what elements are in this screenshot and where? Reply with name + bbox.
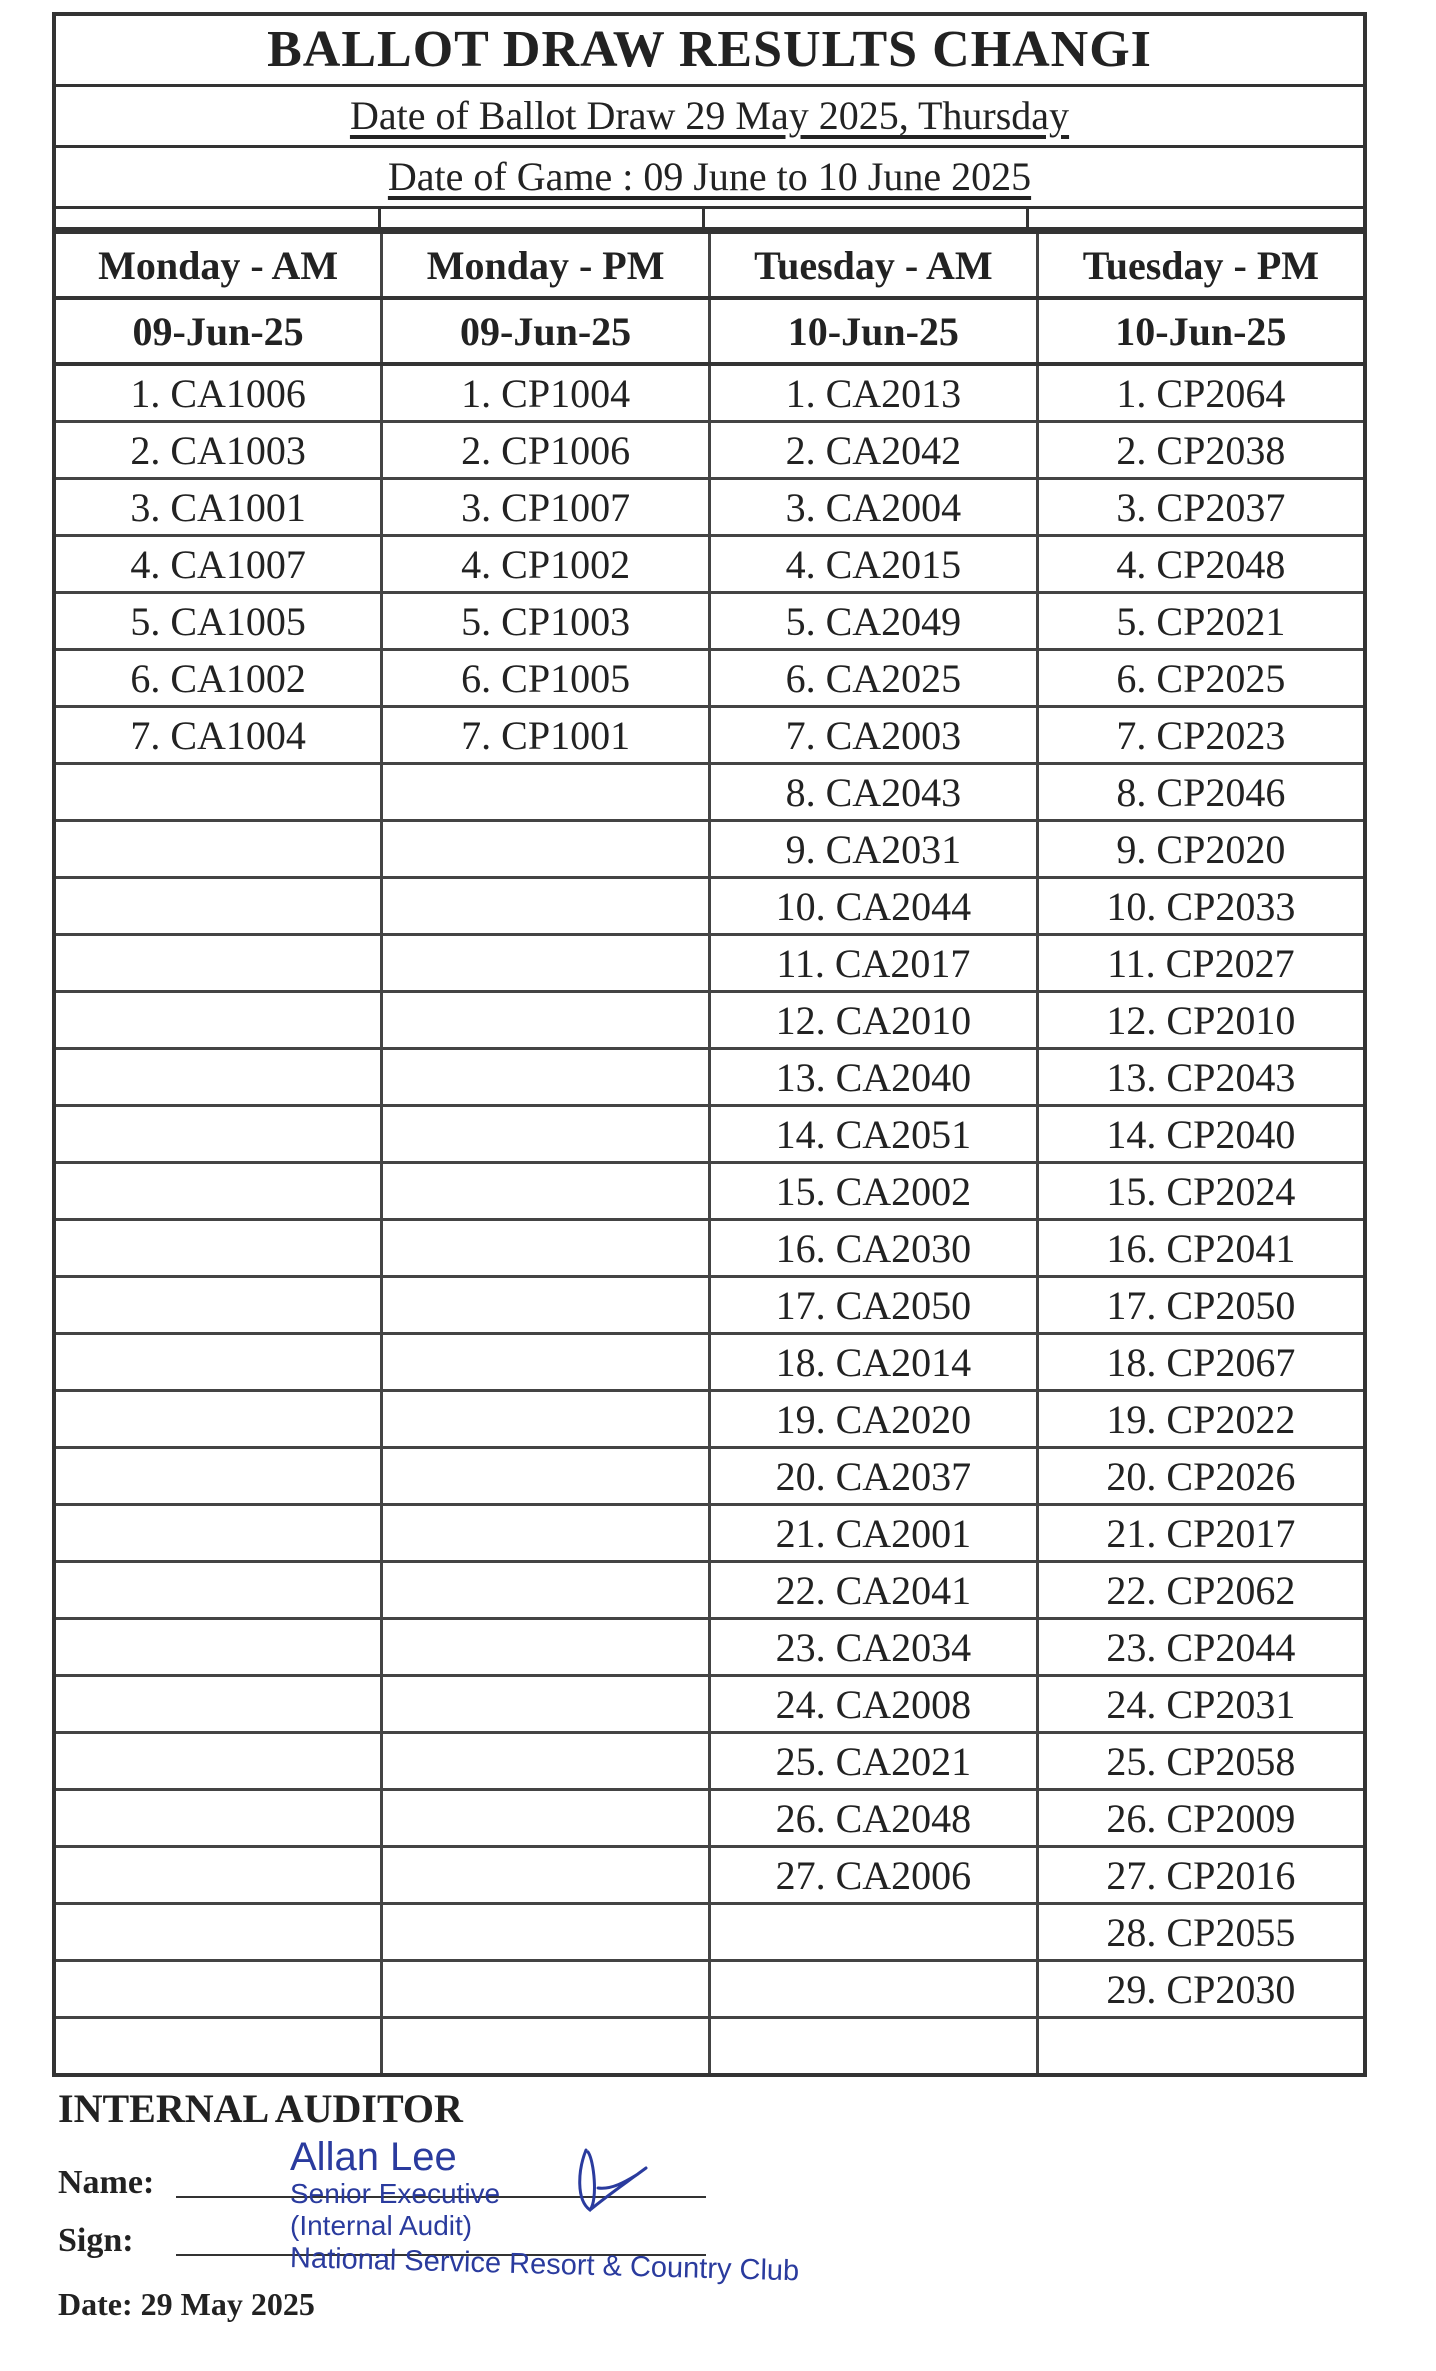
table-cell bbox=[54, 1790, 382, 1847]
table-row bbox=[54, 364, 1365, 422]
results-body bbox=[54, 364, 1365, 2075]
draw-date-row bbox=[56, 87, 1363, 148]
column-header: Monday - PM bbox=[382, 232, 710, 298]
table-cell: 11. CP2027 bbox=[1037, 935, 1365, 992]
table-cell bbox=[382, 1904, 710, 1961]
table-cell: 19. CA2020 bbox=[710, 1391, 1038, 1448]
table-cell bbox=[54, 1505, 382, 1562]
table-row bbox=[54, 536, 1365, 593]
column-date: 09-Jun-25 bbox=[54, 298, 382, 364]
table-cell bbox=[1037, 2018, 1365, 2076]
table-cell: 26. CP2009 bbox=[1037, 1790, 1365, 1847]
table-cell: 1. CP2064 bbox=[1037, 364, 1365, 422]
table-cell: 4. CP2048 bbox=[1037, 536, 1365, 593]
table-cell: 1. CA1006 bbox=[54, 364, 382, 422]
table-row bbox=[54, 1448, 1365, 1505]
table-cell: 22. CA2041 bbox=[710, 1562, 1038, 1619]
table-row bbox=[54, 1106, 1365, 1163]
session-header-row bbox=[54, 232, 1365, 298]
table-cell: 6. CP2025 bbox=[1037, 650, 1365, 707]
table-cell: 5. CP2021 bbox=[1037, 593, 1365, 650]
table-row bbox=[54, 1847, 1365, 1904]
table-row bbox=[54, 479, 1365, 536]
table-cell bbox=[54, 1334, 382, 1391]
table-cell: 23. CA2034 bbox=[710, 1619, 1038, 1676]
table-cell bbox=[382, 1562, 710, 1619]
table-row bbox=[54, 1562, 1365, 1619]
table-cell: 8. CA2043 bbox=[710, 764, 1038, 821]
table-cell: 22. CP2062 bbox=[1037, 1562, 1365, 1619]
table-cell: 20. CA2037 bbox=[710, 1448, 1038, 1505]
table-cell: 25. CP2058 bbox=[1037, 1733, 1365, 1790]
table-row bbox=[54, 422, 1365, 479]
table-cell bbox=[382, 1220, 710, 1277]
table-cell bbox=[382, 1847, 710, 1904]
table-cell bbox=[382, 821, 710, 878]
table-cell: 10. CA2044 bbox=[710, 878, 1038, 935]
table-row bbox=[54, 1619, 1365, 1676]
table-row bbox=[54, 707, 1365, 764]
table-cell: 11. CA2017 bbox=[710, 935, 1038, 992]
table-cell: 21. CA2001 bbox=[710, 1505, 1038, 1562]
column-header: Tuesday - PM bbox=[1037, 232, 1365, 298]
table-row bbox=[54, 1676, 1365, 1733]
table-cell: 12. CA2010 bbox=[710, 992, 1038, 1049]
table-row bbox=[54, 1733, 1365, 1790]
table-row bbox=[54, 1961, 1365, 2018]
table-cell bbox=[54, 1619, 382, 1676]
table-cell: 12. CP2010 bbox=[1037, 992, 1365, 1049]
table-cell: 29. CP2030 bbox=[1037, 1961, 1365, 2018]
table-row bbox=[54, 1505, 1365, 1562]
table-cell: 17. CA2050 bbox=[710, 1277, 1038, 1334]
table-cell: 3. CA1001 bbox=[54, 479, 382, 536]
table-cell bbox=[382, 1391, 710, 1448]
table-cell: 27. CP2016 bbox=[1037, 1847, 1365, 1904]
table-cell: 20. CP2026 bbox=[1037, 1448, 1365, 1505]
stamp-org: National Service Resort & Country Club bbox=[289, 2242, 800, 2288]
table-cell bbox=[382, 1334, 710, 1391]
table-cell bbox=[382, 1676, 710, 1733]
table-cell: 14. CA2051 bbox=[710, 1106, 1038, 1163]
column-header: Monday - AM bbox=[54, 232, 382, 298]
table-cell bbox=[710, 2018, 1038, 2076]
table-cell: 7. CA2003 bbox=[710, 707, 1038, 764]
auditor-heading: INTERNAL AUDITOR bbox=[58, 2086, 463, 2131]
table-cell bbox=[54, 935, 382, 992]
table-cell: 5. CA2049 bbox=[710, 593, 1038, 650]
stamp-name: Allan Lee bbox=[290, 2135, 457, 2179]
table-cell: 3. CP2037 bbox=[1037, 479, 1365, 536]
table-row bbox=[54, 992, 1365, 1049]
table-row bbox=[54, 650, 1365, 707]
table-cell bbox=[54, 1676, 382, 1733]
table-cell bbox=[382, 2018, 710, 2076]
column-header: Tuesday - AM bbox=[710, 232, 1038, 298]
table-cell: 5. CA1005 bbox=[54, 593, 382, 650]
name-label: Name: bbox=[58, 2164, 155, 2201]
header-spacer bbox=[56, 209, 1363, 230]
table-row bbox=[54, 2018, 1365, 2076]
table-row bbox=[54, 1220, 1365, 1277]
table-cell: 13. CA2040 bbox=[710, 1049, 1038, 1106]
table-cell: 15. CP2024 bbox=[1037, 1163, 1365, 1220]
table-cell bbox=[54, 878, 382, 935]
table-cell: 23. CP2044 bbox=[1037, 1619, 1365, 1676]
table-cell bbox=[382, 1733, 710, 1790]
table-cell: 21. CP2017 bbox=[1037, 1505, 1365, 1562]
table-cell: 3. CP1007 bbox=[382, 479, 710, 536]
table-cell bbox=[382, 1961, 710, 2018]
table-cell bbox=[54, 1106, 382, 1163]
table-cell: 2. CA2042 bbox=[710, 422, 1038, 479]
column-date: 10-Jun-25 bbox=[710, 298, 1038, 364]
table-cell: 7. CA1004 bbox=[54, 707, 382, 764]
table-cell: 2. CP1006 bbox=[382, 422, 710, 479]
table-cell: 3. CA2004 bbox=[710, 479, 1038, 536]
ballot-sheet bbox=[52, 12, 1367, 2077]
table-row bbox=[54, 593, 1365, 650]
table-row bbox=[54, 1277, 1365, 1334]
table-cell bbox=[54, 1163, 382, 1220]
table-cell bbox=[54, 1733, 382, 1790]
table-cell: 6. CA1002 bbox=[54, 650, 382, 707]
table-row bbox=[54, 764, 1365, 821]
auditor-stamp bbox=[289, 2135, 800, 2288]
table-cell: 6. CA2025 bbox=[710, 650, 1038, 707]
table-cell bbox=[710, 1904, 1038, 1961]
table-cell: 5. CP1003 bbox=[382, 593, 710, 650]
table-cell bbox=[382, 1163, 710, 1220]
table-cell: 7. CP2023 bbox=[1037, 707, 1365, 764]
table-cell bbox=[382, 1106, 710, 1163]
table-cell: 18. CP2067 bbox=[1037, 1334, 1365, 1391]
table-cell bbox=[382, 1448, 710, 1505]
table-cell: 10. CP2033 bbox=[1037, 878, 1365, 935]
table-cell: 25. CA2021 bbox=[710, 1733, 1038, 1790]
table-cell bbox=[54, 1847, 382, 1904]
table-cell bbox=[54, 1562, 382, 1619]
table-cell: 9. CP2020 bbox=[1037, 821, 1365, 878]
table-cell bbox=[382, 1505, 710, 1562]
table-cell: 16. CA2030 bbox=[710, 1220, 1038, 1277]
stamp-dept: (Internal Audit) bbox=[290, 2210, 473, 2241]
table-cell bbox=[54, 821, 382, 878]
table-row bbox=[54, 878, 1365, 935]
table-cell bbox=[382, 992, 710, 1049]
table-cell bbox=[54, 2018, 382, 2076]
table-cell bbox=[382, 764, 710, 821]
auditor-date: Date: 29 May 2025 bbox=[58, 2286, 315, 2322]
table-cell bbox=[54, 1904, 382, 1961]
table-row bbox=[54, 1334, 1365, 1391]
table-cell: 4. CP1002 bbox=[382, 536, 710, 593]
results-table bbox=[52, 230, 1367, 2077]
table-cell bbox=[382, 935, 710, 992]
table-cell: 6. CP1005 bbox=[382, 650, 710, 707]
table-cell bbox=[54, 1391, 382, 1448]
table-row bbox=[54, 1163, 1365, 1220]
page-title: BALLOT DRAW RESULTS CHANGI bbox=[56, 16, 1363, 87]
table-cell: 8. CP2046 bbox=[1037, 764, 1365, 821]
table-cell: 1. CA2013 bbox=[710, 364, 1038, 422]
game-date: Date of Game : 09 June to 10 June 2025 bbox=[387, 154, 1032, 199]
table-cell bbox=[382, 878, 710, 935]
table-row bbox=[54, 1904, 1365, 1961]
table-cell: 4. CA1007 bbox=[54, 536, 382, 593]
table-cell: 2. CP2038 bbox=[1037, 422, 1365, 479]
table-cell: 14. CP2040 bbox=[1037, 1106, 1365, 1163]
table-row bbox=[54, 1391, 1365, 1448]
table-row bbox=[54, 1049, 1365, 1106]
signature-scribble bbox=[568, 2140, 658, 2220]
column-date: 10-Jun-25 bbox=[1037, 298, 1365, 364]
table-row bbox=[54, 821, 1365, 878]
table-cell: 24. CP2031 bbox=[1037, 1676, 1365, 1733]
table-cell: 26. CA2048 bbox=[710, 1790, 1038, 1847]
table-cell bbox=[382, 1277, 710, 1334]
table-cell bbox=[54, 764, 382, 821]
table-cell: 16. CP2041 bbox=[1037, 1220, 1365, 1277]
table-cell bbox=[54, 1277, 382, 1334]
draw-date: Date of Ballot Draw 29 May 2025, Thursday bbox=[349, 93, 1070, 138]
table-cell: 9. CA2031 bbox=[710, 821, 1038, 878]
table-cell bbox=[54, 1220, 382, 1277]
table-cell: 7. CP1001 bbox=[382, 707, 710, 764]
table-cell: 2. CA1003 bbox=[54, 422, 382, 479]
table-cell: 17. CP2050 bbox=[1037, 1277, 1365, 1334]
table-cell bbox=[54, 1448, 382, 1505]
sign-label: Sign: bbox=[58, 2222, 134, 2259]
table-row bbox=[54, 935, 1365, 992]
column-date: 09-Jun-25 bbox=[382, 298, 710, 364]
stamp-title: Senior Executive bbox=[290, 2178, 501, 2209]
table-cell bbox=[382, 1619, 710, 1676]
table-row bbox=[54, 1790, 1365, 1847]
table-cell: 24. CA2008 bbox=[710, 1676, 1038, 1733]
table-cell bbox=[54, 992, 382, 1049]
table-cell: 18. CA2014 bbox=[710, 1334, 1038, 1391]
date-header-row bbox=[54, 298, 1365, 364]
table-cell bbox=[54, 1961, 382, 2018]
table-cell bbox=[710, 1961, 1038, 2018]
table-cell: 27. CA2006 bbox=[710, 1847, 1038, 1904]
table-cell bbox=[382, 1049, 710, 1106]
table-cell: 1. CP1004 bbox=[382, 364, 710, 422]
table-cell bbox=[382, 1790, 710, 1847]
table-cell bbox=[54, 1049, 382, 1106]
table-cell: 13. CP2043 bbox=[1037, 1049, 1365, 1106]
table-cell: 4. CA2015 bbox=[710, 536, 1038, 593]
table-cell: 15. CA2002 bbox=[710, 1163, 1038, 1220]
game-date-row bbox=[56, 148, 1363, 209]
header-block bbox=[52, 12, 1367, 230]
table-cell: 28. CP2055 bbox=[1037, 1904, 1365, 1961]
table-cell: 19. CP2022 bbox=[1037, 1391, 1365, 1448]
